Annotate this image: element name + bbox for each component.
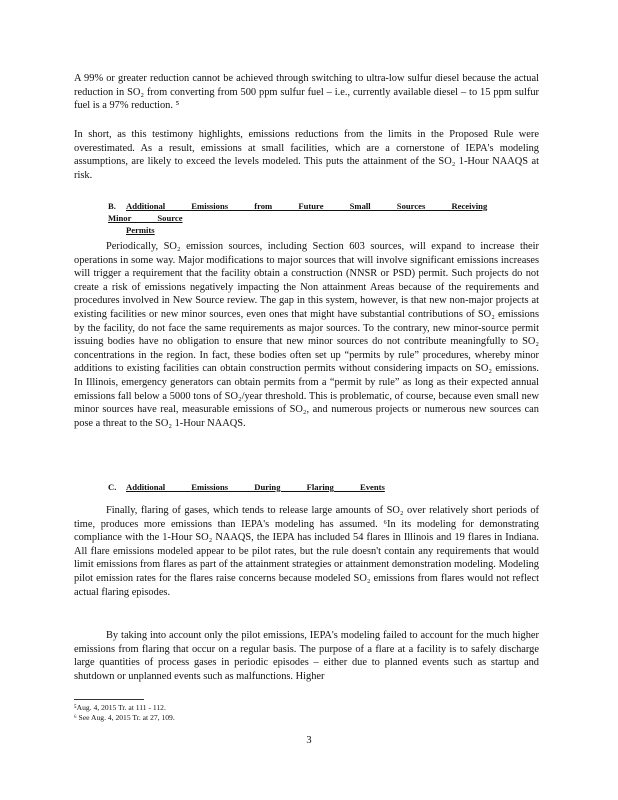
paragraph-text: Periodically, SO₂ emission sources, including Section 603 sources, will expand to increase their operations in some way. Major modifications to major sources that will involve significant emissions increases will trigger a requirement that the facility obtain a construction (NNSR or PSD) permit. Such projects do not create a risk of emissions negatively impacting the Non attainment Areas because of the requirements and procedures involved in New Source review. The gap in this system, however, is that new non-major projects at existing facilities or new minor sources, even ones that might have substantial contributions of SO₂ emissions by the facility, do not face the same requirements as major sources. To the contrary, new minor-source permit issuing bodies have no obligation to ensure that new minor sources do not contribute meaningfully to SO₂ concentrations in the region. In fact, these bodies often set up “permits by rule” procedures, whereby minor additions to existing facilities can obtain construction permits without considering impacts on SO₂ emissions. In Illinois, emergency generators can obtain permits from a “permit by rule” as long as their expected annual emissions fall below a 5000 tons of SO₂/year threshold. This is problematic, of course, because even small new minor sources have real, measurable emissions of SO₂, and numerous projects or numerous new sources can pose a threat to the SO₂ 1-Hour NAAQS. <box>74 241 539 429</box>
paragraph-text: In short, as this testimony highlights, emissions reductions from the limits in the Proposed Rule were overestimated. As a result, emissions at small facilities, which are a cornerstone of IEPA's modeling assumptions, are likely to exceed the levels modeled. This puts the attainment of the SO₂ 1-Hour NAAQS at risk. <box>74 129 539 181</box>
paragraph-pilot-emissions <box>74 629 539 683</box>
paragraph-text: A 99% or greater reduction cannot be achieved through switching to ultra-low sulfur diesel because the actual reduction in SO₂ from converting from 500 ppm sulfur fuel – i.e., currently available diesel – to 15 ppm sulfur fuel is a 97% reduction. ⁵ <box>74 73 539 112</box>
section-title: Additional Emissions During Flaring Events <box>126 482 385 492</box>
section-title: Additional Emissions from Future Small Sources Receiving Minor Source <box>108 201 488 223</box>
section-heading-c <box>108 481 508 493</box>
section-letter: B. <box>108 201 116 211</box>
paragraph-in-short <box>74 128 539 182</box>
paragraph-periodically <box>74 240 539 430</box>
paragraph-text: By taking into account only the pilot emissions, IEPA's modeling failed to account for the much higher emissions from flaring that occur on a regular basis. The purpose of a flare at a facility is to safely discharge large quantities of process gases in periodic episodes – either due to planned events such as startup and shutdown or unplanned events such as malfunctions. Higher <box>74 630 539 682</box>
paragraph-text: Finally, flaring of gases, which tends to release large amounts of SO₂ over relatively short periods of time, produces more emissions than IEPA's modeling has assumed. ⁶In its modeling for demonstrating compliance with the 1-Hour SO₂ NAAQS, the IEPA has included 54 flares in Illinois and 19 flares in Indiana. All flare emissions modeled appear to be pilot rates, but the rule doesn't contain any requirements that would limit emissions from flares as part of the attainment strategies or attainment demonstration modeling. Modeling pilot emission rates for the flares raise concerns because modeled SO₂ emissions from flares would not reflect actual flaring episodes. <box>74 505 539 598</box>
section-heading-b <box>108 200 508 236</box>
page-number: 3 <box>306 735 312 746</box>
section-letter: C. <box>108 482 117 492</box>
footnote-divider <box>74 699 144 700</box>
footnote-6: ⁶ See Aug. 4, 2015 Tr. at 27, 109. <box>74 713 175 722</box>
paragraph-finally-flaring <box>74 504 539 599</box>
paragraph-ultra-low-sulfur <box>74 72 539 113</box>
footnote-5: ⁵Aug. 4, 2015 Tr. at 111 - 112. <box>74 703 166 712</box>
section-title-continued: Permits <box>126 225 155 235</box>
